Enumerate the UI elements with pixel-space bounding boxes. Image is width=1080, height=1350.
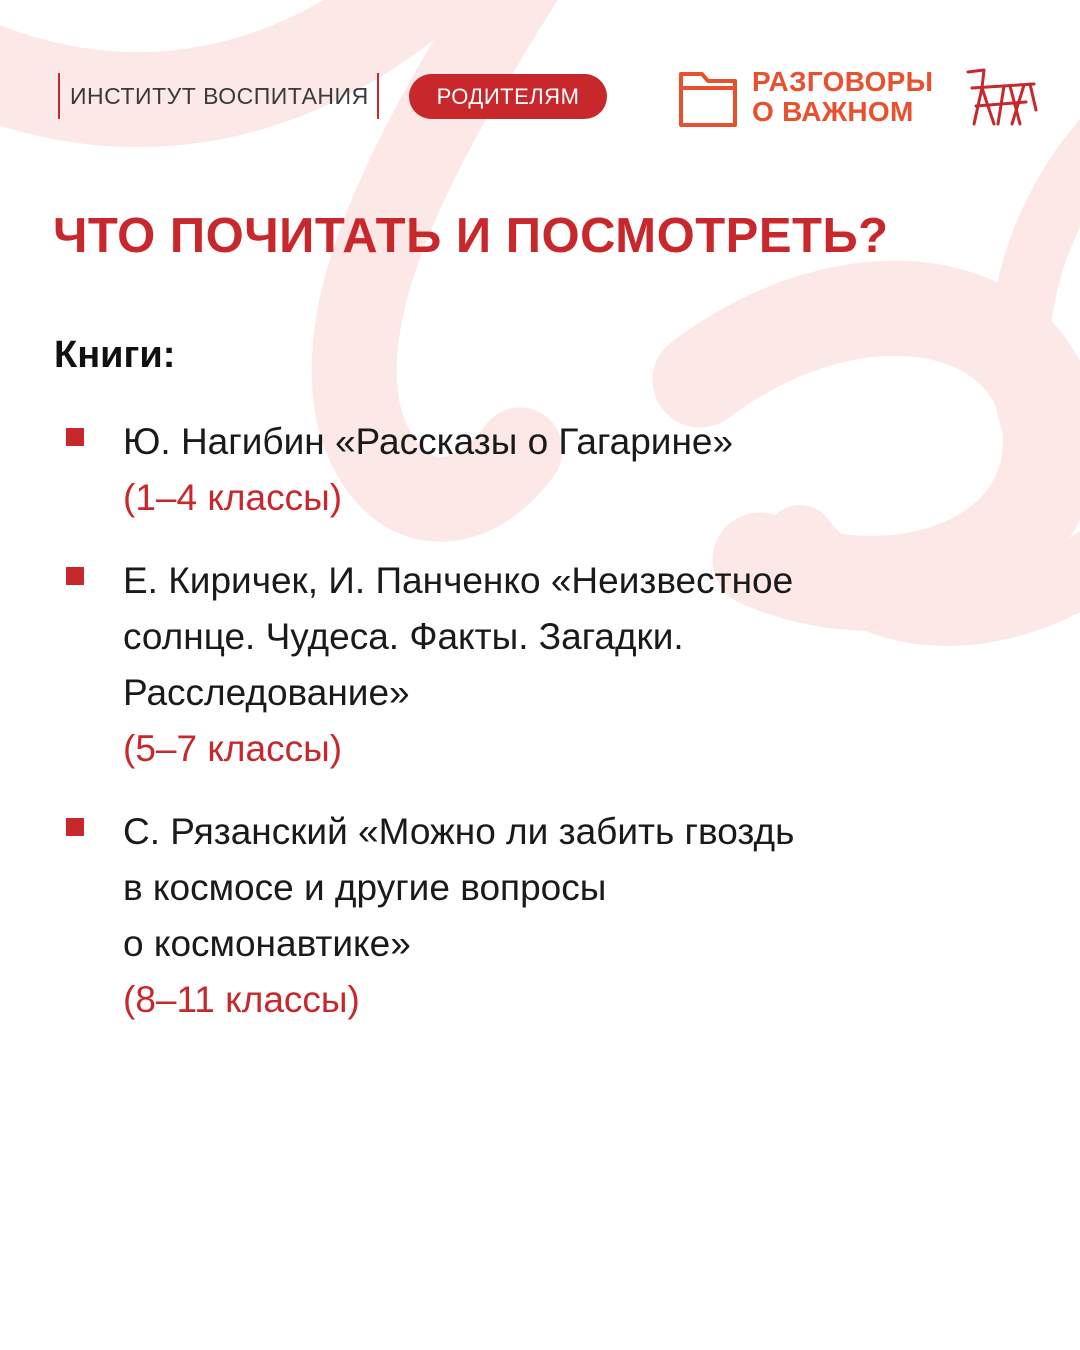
bullet-square-icon — [66, 818, 84, 836]
book-title: Е. Киричек, И. Панченко «Неизвестное солнце. Чудеса. Факты. Загадки. Расследование» — [123, 560, 794, 713]
book-grades: (5–7 классы) — [123, 728, 343, 769]
institute-label — [58, 72, 379, 120]
list-item — [66, 553, 1026, 777]
brand-line-1: РАЗГОВОРЫ — [752, 66, 934, 97]
book-grades: (8–11 классы) — [123, 979, 360, 1020]
bullet-square-icon — [66, 567, 84, 585]
section-heading-books: Книги: — [54, 334, 176, 376]
book-title: С. Рязанский «Можно ли забить гвоздь в космосе и другие вопросы о космонавтике» — [123, 811, 795, 964]
list-item — [66, 414, 1026, 526]
folder-icon — [678, 66, 738, 128]
book-title: Ю. Нагибин «Рассказы о Гагарине» — [123, 421, 734, 462]
brand-line-2: О ВАЖНОМ — [752, 96, 914, 127]
page-title: ЧТО ПОЧИТАТЬ И ПОСМОТРЕТЬ? — [53, 209, 889, 263]
divider — [377, 73, 379, 119]
institute-text: ИНСТИТУТ ВОСПИТАНИЯ — [70, 82, 369, 109]
brand-logo — [678, 66, 933, 128]
emblem-icon — [964, 66, 1040, 130]
book-list — [66, 414, 1026, 1055]
bullet-square-icon — [66, 428, 84, 446]
book-grades: (1–4 классы) — [123, 477, 343, 518]
list-item — [66, 804, 1026, 1028]
audience-badge: РОДИТЕЛЯМ — [409, 74, 607, 119]
